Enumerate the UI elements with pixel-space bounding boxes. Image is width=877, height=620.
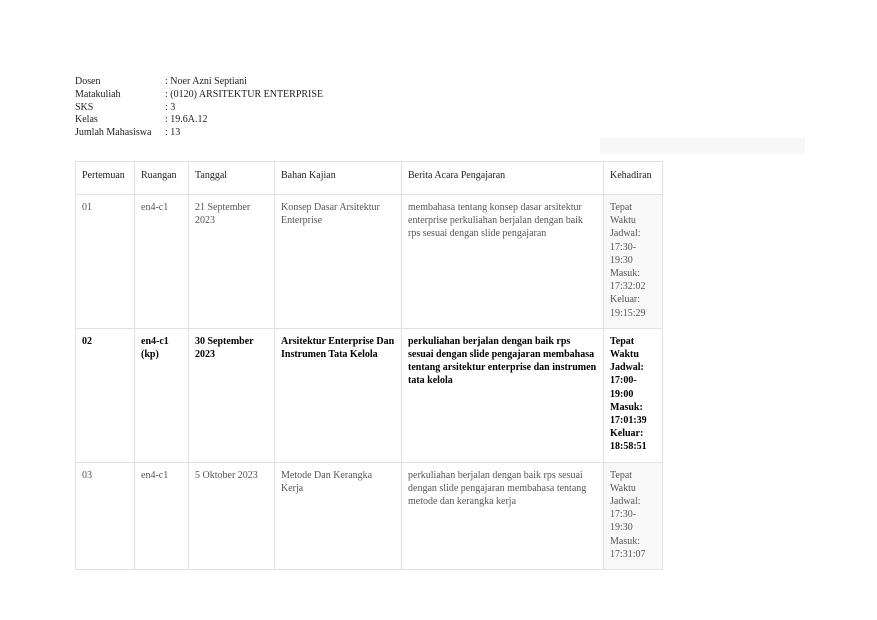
kehadiran-line: Jadwal: bbox=[610, 228, 641, 240]
column-header-ruangan: Ruangan bbox=[135, 162, 189, 195]
info-value: : Noer Azni Septiani bbox=[165, 76, 247, 87]
cell-tanggal: 21 September 2023 bbox=[189, 195, 275, 329]
table-row bbox=[76, 462, 663, 569]
info-value: : 13 bbox=[165, 127, 181, 139]
attendance-table-wrap bbox=[75, 161, 663, 570]
cell-tanggal: 30 September 2023 bbox=[189, 328, 275, 462]
info-row-sks bbox=[75, 102, 323, 115]
column-header-berita-acara: Berita Acara Pengajaran bbox=[402, 162, 604, 195]
info-row-matakuliah bbox=[75, 89, 323, 102]
cell-kehadiran bbox=[604, 328, 663, 462]
column-header-pertemuan: Pertemuan bbox=[76, 162, 135, 195]
info-label: Dosen bbox=[75, 76, 101, 87]
cell-berita-acara: perkuliahan berjalan dengan baik rps sesuai dengan slide pengajaran membahasa tentang arsitektur enterprise dan instrumen tata kelola bbox=[402, 328, 604, 462]
cell-pertemuan: 01 bbox=[76, 195, 135, 329]
kehadiran-line: 17:00-19:00 bbox=[610, 375, 637, 400]
info-row-jumlah-mahasiswa bbox=[75, 127, 323, 140]
kehadiran-line: Tepat bbox=[610, 335, 635, 347]
cell-pertemuan: 03 bbox=[76, 462, 135, 569]
column-header-bahan-kajian: Bahan Kajian bbox=[275, 162, 402, 195]
table-row bbox=[76, 195, 663, 329]
column-header-kehadiran: Kehadiran bbox=[604, 162, 663, 195]
kehadiran-line: 19:15:29 bbox=[610, 307, 646, 319]
kehadiran-line: Tepat bbox=[610, 469, 633, 481]
info-label: Jumlah Mahasiswa bbox=[75, 127, 152, 139]
kehadiran-line: Keluar: bbox=[610, 294, 640, 306]
info-label: Matakuliah bbox=[75, 88, 121, 100]
course-info bbox=[75, 76, 323, 140]
kehadiran-line: Waktu bbox=[610, 482, 636, 494]
kehadiran-line: 18:58:51 bbox=[610, 441, 647, 453]
cell-berita-acara: membahasa tentang konsep dasar arsitektur enterprise perkuliahan berjalan dengan baik rps sesuai dengan slide pengajaran bbox=[402, 195, 604, 329]
kehadiran-line: Jadwal: bbox=[610, 496, 641, 508]
cell-tanggal: 5 Oktober 2023 bbox=[189, 462, 275, 569]
kehadiran-line: 17:30-19:30 bbox=[610, 509, 637, 534]
info-value: : 19.6A.12 bbox=[165, 114, 208, 126]
cell-bahan-kajian: Konsep Dasar Arsitektur Enterprise bbox=[275, 195, 402, 329]
info-value: : 3 bbox=[165, 101, 176, 113]
cell-ruangan: en4-c1 bbox=[135, 195, 189, 329]
kehadiran-line: Masuk: bbox=[610, 268, 640, 280]
cell-bahan-kajian: Arsitektur Enterprise Dan Instrumen Tata Kelola bbox=[275, 328, 402, 462]
kehadiran-line: Waktu bbox=[610, 215, 636, 227]
info-row-kelas bbox=[75, 114, 323, 127]
kehadiran-line: 17:01:39 bbox=[610, 415, 647, 427]
kehadiran-line: Jadwal: bbox=[610, 362, 644, 374]
kehadiran-line: Keluar: bbox=[610, 428, 644, 440]
kehadiran-line: Tepat bbox=[610, 202, 633, 213]
decorative-band bbox=[600, 138, 805, 154]
kehadiran-line: 17:31:07 bbox=[610, 548, 646, 560]
table-row bbox=[76, 328, 663, 462]
cell-kehadiran bbox=[604, 462, 663, 569]
cell-bahan-kajian: Metode Dan Kerangka Kerja bbox=[275, 462, 402, 569]
info-label: SKS bbox=[75, 101, 94, 113]
cell-ruangan: en4-c1 (kp) bbox=[135, 328, 189, 462]
cell-pertemuan: 02 bbox=[76, 328, 135, 462]
info-label: Kelas bbox=[75, 114, 98, 126]
column-header-tanggal: Tanggal bbox=[189, 162, 275, 195]
kehadiran-line: 17:32:02 bbox=[610, 281, 646, 293]
attendance-table bbox=[75, 161, 663, 570]
kehadiran-line: Masuk: bbox=[610, 535, 640, 547]
cell-kehadiran bbox=[604, 195, 663, 329]
kehadiran-line: 17:30-19:30 bbox=[610, 241, 637, 266]
info-row-dosen bbox=[75, 76, 323, 89]
table-header-row bbox=[76, 162, 663, 195]
cell-ruangan: en4-c1 bbox=[135, 462, 189, 569]
kehadiran-line: Masuk: bbox=[610, 401, 643, 413]
cell-berita-acara: perkuliahan berjalan dengan baik rps sesuai dengan slide pengajaran membahasa tentang metode dan kerangka kerja bbox=[402, 462, 604, 569]
kehadiran-line: Waktu bbox=[610, 349, 639, 361]
info-value: : (0120) ARSITEKTUR ENTERPRISE bbox=[165, 88, 324, 100]
